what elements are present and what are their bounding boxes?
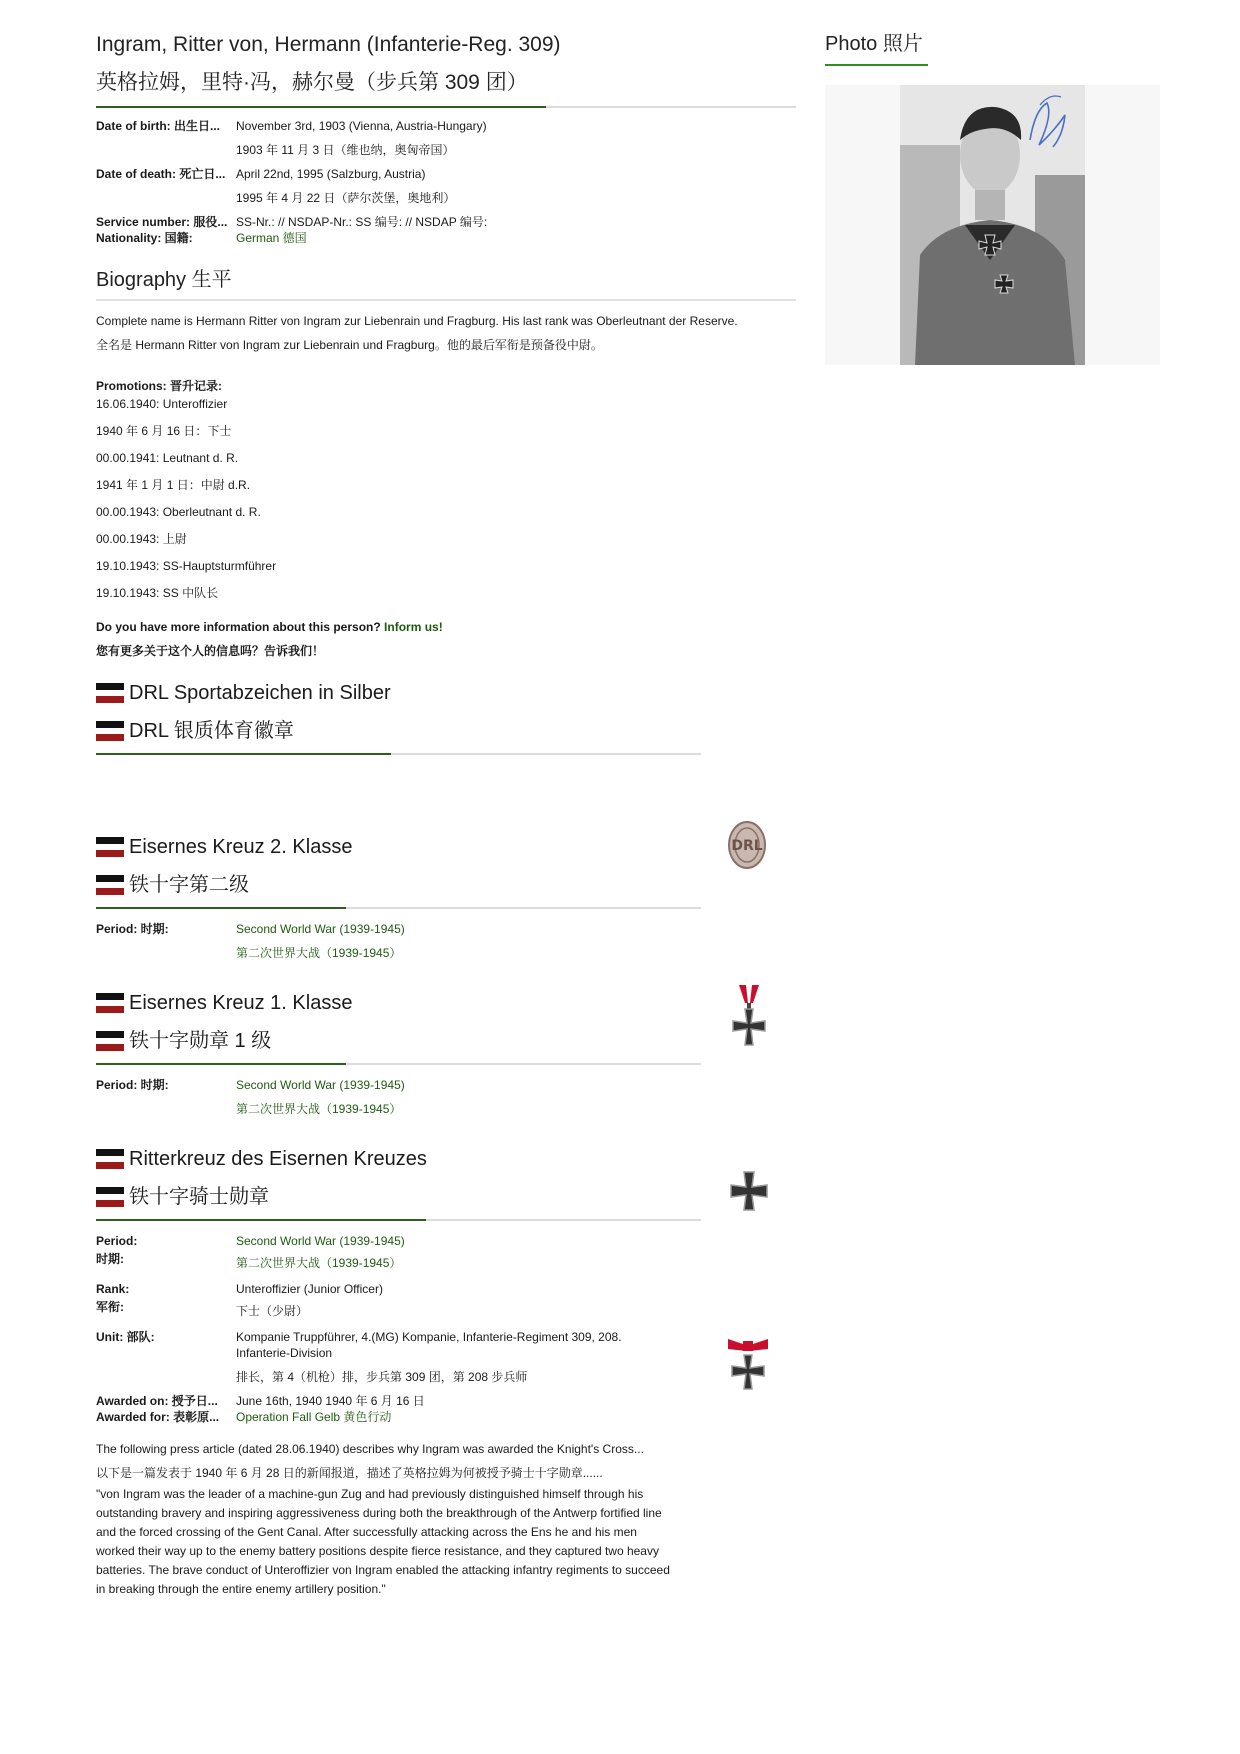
imperial-flag-icon — [96, 683, 124, 703]
rk-rank-label: Rank: — [96, 1282, 130, 1296]
award-ek2-divider — [96, 907, 701, 909]
award-ek1-title-cn: 铁十字勋章 1 级 — [96, 1027, 796, 1055]
award-rk-divider — [96, 1219, 701, 1221]
rk-period-value[interactable]: Second World War (1939-1945) — [236, 1234, 405, 1248]
award-ek1-divider — [96, 1063, 701, 1065]
photo-heading: Photo 照片 — [825, 33, 923, 55]
rk-unit-value-cn: 排长，第 4（机枪）排，步兵第 309 团，第 208 步兵师 — [236, 1370, 528, 1384]
more-info-question — [96, 619, 796, 635]
imperial-flag-icon — [96, 1031, 124, 1051]
rk-awarded-for-label: Awarded for: 表彰原... — [96, 1410, 220, 1424]
rk-awarded-for-value[interactable]: Operation Fall Gelb 黄色行动 — [236, 1410, 392, 1424]
sidebar — [825, 30, 1155, 66]
nationality-label: Nationality: 国籍: — [96, 231, 193, 245]
rk-awarded-on-value: June 16th, 1940 1940 年 6 月 16 日 — [236, 1394, 425, 1408]
inform-us-link[interactable]: Inform us! — [384, 620, 443, 634]
promotion-item: 00.00.1941: Leutnant d. R. — [96, 451, 239, 465]
page-title-cn: 英格拉姆，里特·冯，赫尔曼（步兵第 309 团） — [96, 71, 528, 94]
biography-text: Complete name is Hermann Ritter von Ingram zur Liebenrain und Fragburg. His last rank was Oberleutnant der Reserve. — [96, 314, 738, 328]
award-rk-title: Ritterkreuz des Eisernen Kreuzes — [96, 1145, 796, 1173]
imperial-flag-icon — [96, 721, 124, 741]
ek1-period-label: Period: 时期: — [96, 1078, 169, 1092]
imperial-flag-icon — [96, 1187, 124, 1207]
rk-rank-value-cn: 下士（少尉） — [236, 1304, 309, 1318]
rk-rank-value: Unteroffizier (Junior Officer) — [236, 1282, 383, 1296]
rk-period-label-cn: 时期: — [96, 1252, 124, 1266]
award-drl-title-cn: DRL 银质体育徽章 — [96, 717, 796, 745]
nationality-value[interactable]: German 德国 — [236, 231, 307, 245]
ek2-period-value-cn[interactable]: 第二次世界大战（1939-1945） — [236, 946, 402, 960]
award-drl-title: DRL Sportabzeichen in Silber — [96, 679, 796, 707]
rk-unit-label: Unit: 部队: — [96, 1330, 155, 1344]
rk-period-label: Period: — [96, 1234, 138, 1248]
promotion-item: 16.06.1940: Unteroffizier — [96, 397, 228, 411]
imperial-flag-icon — [96, 837, 124, 857]
ek2-period-value[interactable]: Second World War (1939-1945) — [236, 922, 405, 936]
promotion-item: 1940 年 6 月 16 日：下士 — [96, 424, 232, 438]
death-label: Date of death: 死亡日... — [96, 167, 226, 181]
biography-text-cn: 全名是 Hermann Ritter von Ingram zur Liebenrain und Fragburg。他的最后军衔是预备役中尉。 — [96, 338, 603, 352]
promotion-item: 19.10.1943: SS 中队长 — [96, 586, 219, 600]
award-ek2-title: Eisernes Kreuz 2. Klasse — [96, 833, 796, 861]
promotion-item: 00.00.1943: 上尉 — [96, 532, 187, 546]
knights-cross-icon — [724, 1335, 772, 1393]
award-ek2-title-cn: 铁十字第二级 — [96, 871, 796, 899]
more-info-text: Do you have more information about this person? — [96, 620, 381, 634]
ek1-period-value-cn[interactable]: 第二次世界大战（1939-1945） — [236, 1102, 402, 1116]
title-divider — [96, 106, 796, 108]
biography-heading: Biography 生平 — [96, 269, 232, 291]
promotion-item: 1941 年 1 月 1 日：中尉 d.R. — [96, 478, 251, 492]
birth-label: Date of birth: 出生日... — [96, 119, 220, 133]
award-drl-divider — [96, 753, 701, 755]
promotions-label: Promotions: 晋升记录: — [96, 379, 222, 393]
svg-text:DRL: DRL — [731, 838, 763, 854]
award-ek1-title: Eisernes Kreuz 1. Klasse — [96, 989, 796, 1017]
more-info-question-cn: 您有更多关于这个人的信息吗？告诉我们！ — [96, 644, 325, 658]
imperial-flag-icon — [96, 875, 124, 895]
rk-awarded-on-label: Awarded on: 授予日... — [96, 1394, 218, 1408]
ek2-period-label: Period: 时期: — [96, 922, 169, 936]
birth-value-cn: 1903 年 11 月 3 日（维也纳，奥匈帝国） — [236, 143, 455, 157]
imperial-flag-icon — [96, 993, 124, 1013]
ek1-period-value[interactable]: Second World War (1939-1945) — [236, 1078, 405, 1092]
promotion-item: 00.00.1943: Oberleutnant d. R. — [96, 505, 261, 519]
drl-sport-badge-icon — [725, 818, 769, 872]
imperial-flag-icon — [96, 1149, 124, 1169]
birth-value: November 3rd, 1903 (Vienna, Austria-Hungary) — [236, 119, 487, 133]
press-intro: The following press article (dated 28.06.1940) describes why Ingram was awarded the Knight's Cross... — [96, 1442, 644, 1456]
promotions-list — [96, 396, 796, 601]
death-value: April 22nd, 1995 (Salzburg, Austria) — [236, 167, 426, 181]
press-quote: "von Ingram was the leader of a machine-gun Zug and had previously distinguished himself through his outstanding bravery and inspiring aggressiveness during both the breakthrough of the Antwerp fortified line and the forced crossing of the Gent Canal. After successfully attacking across the Ens he and his men worked their way up to the enemy battery positions despite fierce resistance, and they captured two heavy batteries. The brave conduct of Unteroffizier von Ingram enabled the attacking infantry regiments to succeed in breaking through the entire enemy artillery position." — [96, 1487, 670, 1596]
death-value-cn: 1995 年 4 月 22 日（萨尔茨堡，奥地利） — [236, 191, 456, 205]
main-content — [96, 30, 796, 1599]
person-details — [96, 118, 796, 246]
iron-cross-2nd-class-icon — [728, 983, 770, 1047]
rk-unit-value: Kompanie Truppführer, 4.(MG) Kompanie, Infanterie-Regiment 309, 208. Infanterie-Division — [236, 1330, 622, 1360]
service-number-value: SS-Nr.: // NSDAP-Nr.: SS 编号: // NSDAP 编号: — [236, 215, 488, 229]
portrait-photo[interactable] — [825, 85, 1160, 365]
rk-period-value-cn[interactable]: 第二次世界大战（1939-1945） — [236, 1256, 402, 1270]
page-title: Ingram, Ritter von, Hermann (Infanterie-Reg. 309) — [96, 33, 561, 56]
rk-rank-label-cn: 军衔: — [96, 1300, 124, 1314]
photo-heading-underline — [825, 64, 928, 66]
biography-divider — [96, 299, 796, 301]
press-intro-cn: 以下是一篇发表于 1940 年 6 月 28 日的新闻报道，描述了英格拉姆为何被授予骑士十字勋章...... — [96, 1466, 603, 1480]
portrait-image — [825, 85, 1160, 365]
service-number-label: Service number: 服役... — [96, 215, 228, 229]
iron-cross-1st-class-icon — [729, 1170, 769, 1212]
award-rk-title-cn: 铁十字骑士勋章 — [96, 1183, 796, 1211]
promotion-item: 19.10.1943: SS-Hauptsturmführer — [96, 559, 277, 573]
